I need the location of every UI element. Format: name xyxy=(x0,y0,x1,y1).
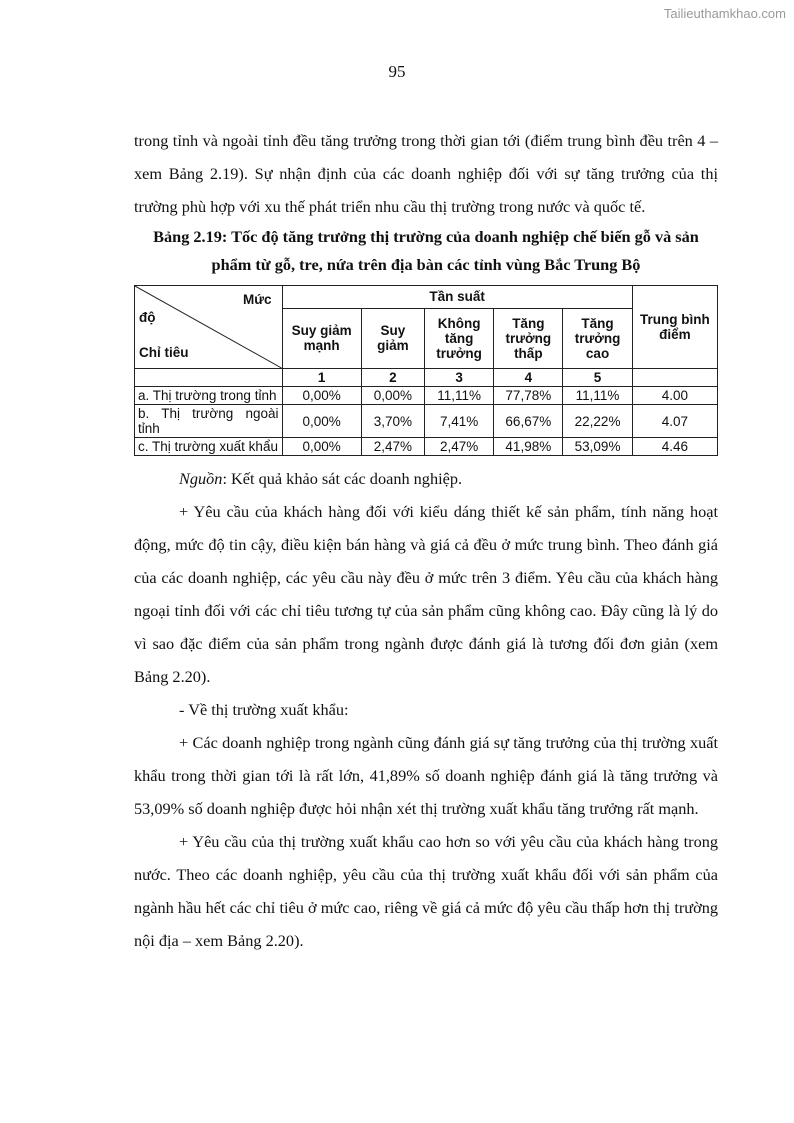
table-cell: 2,47% xyxy=(361,438,424,456)
body-paragraph: + Yêu cầu của khách hàng đối với kiểu dáng thiết kế sản phẩm, tính năng hoạt động, mức độ tin cậy, điều kiện bán hàng và giá cả đều ở mức trung bình. Theo đánh giá của các doanh nghiệp, các yêu cầu này đều ở mức trên 3 điểm. Yêu cầu của khách hàng ngoại tỉnh đối với các chỉ tiêu tương tự của sản phẩm cũng không cao. Đây cũng là lý do vì sao đặc điểm của sản phẩm trong ngành được đánh giá là tương đối đơn giản (xem Bảng 2.20). xyxy=(134,502,718,686)
table-cell: 66,67% xyxy=(494,405,563,438)
row-label: b. Thị trường ngoài tỉnh xyxy=(135,405,283,438)
column-header: Suy giảm mạnh xyxy=(282,308,361,368)
empty-cell xyxy=(135,369,283,387)
growth-table xyxy=(134,285,718,456)
watermark: Tailieuthamkhao.com xyxy=(663,6,786,21)
column-header: Suy giảm xyxy=(361,308,424,368)
empty-cell xyxy=(632,369,717,387)
table-caption-line-1: Bảng 2.19: Tốc độ tăng trưởng thị trường của doanh nghiệp chế biến gỗ và sản xyxy=(153,227,699,246)
diagonal-header-cell xyxy=(135,286,283,369)
average-cell: 4.07 xyxy=(632,405,717,438)
table-cell: 0,00% xyxy=(361,387,424,405)
table-cell: 22,22% xyxy=(563,405,632,438)
table-cell: 3,70% xyxy=(361,405,424,438)
table-row xyxy=(135,387,718,405)
table-cell: 0,00% xyxy=(282,405,361,438)
table-cell: 2,47% xyxy=(424,438,493,456)
table-header-row xyxy=(135,286,718,309)
column-header: Không tăng trưởng xyxy=(424,308,493,368)
table-source xyxy=(134,462,718,495)
column-code: 3 xyxy=(424,369,493,387)
table-cell: 11,11% xyxy=(424,387,493,405)
source-text: : Kết quả khảo sát các doanh nghiệp. xyxy=(222,469,463,488)
average-cell: 4.00 xyxy=(632,387,717,405)
table-row xyxy=(135,405,718,438)
table-cell: 53,09% xyxy=(563,438,632,456)
corner-label-criteria: Chỉ tiêu xyxy=(139,345,189,360)
column-code: 5 xyxy=(563,369,632,387)
column-header: Tăng trưởng thấp xyxy=(494,308,563,368)
column-header: Tăng trưởng cao xyxy=(563,308,632,368)
corner-label-level: Mức xyxy=(242,292,272,307)
average-score-header: Trung bình điểm xyxy=(632,286,717,369)
table-cell: 0,00% xyxy=(282,387,361,405)
frequency-group-header: Tần suất xyxy=(282,286,632,309)
corner-label-level-cont: độ xyxy=(139,310,156,325)
body-paragraph: + Yêu cầu của thị trường xuất khẩu cao hơn so với yêu cầu của khách hàng trong nước. Theo các doanh nghiệp, yêu cầu của thị trường xuất khẩu đối với sản phẩm của ngành hầu hết các chỉ tiêu ở mức cao, riêng về giá cả mức độ yêu cầu thấp hơn thị trường nội địa – xem Bảng 2.20). xyxy=(134,832,718,950)
row-label: c. Thị trường xuất khẩu xyxy=(135,438,283,456)
source-label: Nguồn xyxy=(179,469,223,488)
page-number: 95 xyxy=(388,62,406,81)
table-row xyxy=(135,438,718,456)
intro-paragraph: trong tỉnh và ngoài tỉnh đều tăng trưởng trong thời gian tới (điểm trung bình đều trên 4 – xem Bảng 2.19). Sự nhận định của các doanh nghiệp đối với sự tăng trưởng của thị trường phù hợp với xu thế phát triển nhu cầu thị trường trong nước và quốc tế. xyxy=(134,131,718,216)
table-cell: 0,00% xyxy=(282,438,361,456)
table-cell: 11,11% xyxy=(563,387,632,405)
table-cell: 41,98% xyxy=(494,438,563,456)
row-label: a. Thị trường trong tỉnh xyxy=(135,387,283,405)
page-body xyxy=(134,124,718,957)
table-cell: 7,41% xyxy=(424,405,493,438)
column-code: 1 xyxy=(282,369,361,387)
column-code: 2 xyxy=(361,369,424,387)
average-cell: 4.46 xyxy=(632,438,717,456)
body-paragraph: + Các doanh nghiệp trong ngành cũng đánh giá sự tăng trưởng của thị trường xuất khẩu trong thời gian tới là rất lớn, 41,89% số doanh nghiệp đánh giá là tăng trưởng và 53,09% số doanh nghiệp được hỏi nhận xét thị trường xuất khẩu tăng trưởng rất mạnh. xyxy=(134,733,718,818)
table-cell: 77,78% xyxy=(494,387,563,405)
column-code: 4 xyxy=(494,369,563,387)
column-code-row xyxy=(135,369,718,387)
table-caption xyxy=(134,223,718,279)
table-caption-line-2: phẩm từ gỗ, tre, nứa trên địa bàn các tỉnh vùng Bắc Trung Bộ xyxy=(211,255,641,274)
section-heading: - Về thị trường xuất khẩu: xyxy=(179,700,349,719)
